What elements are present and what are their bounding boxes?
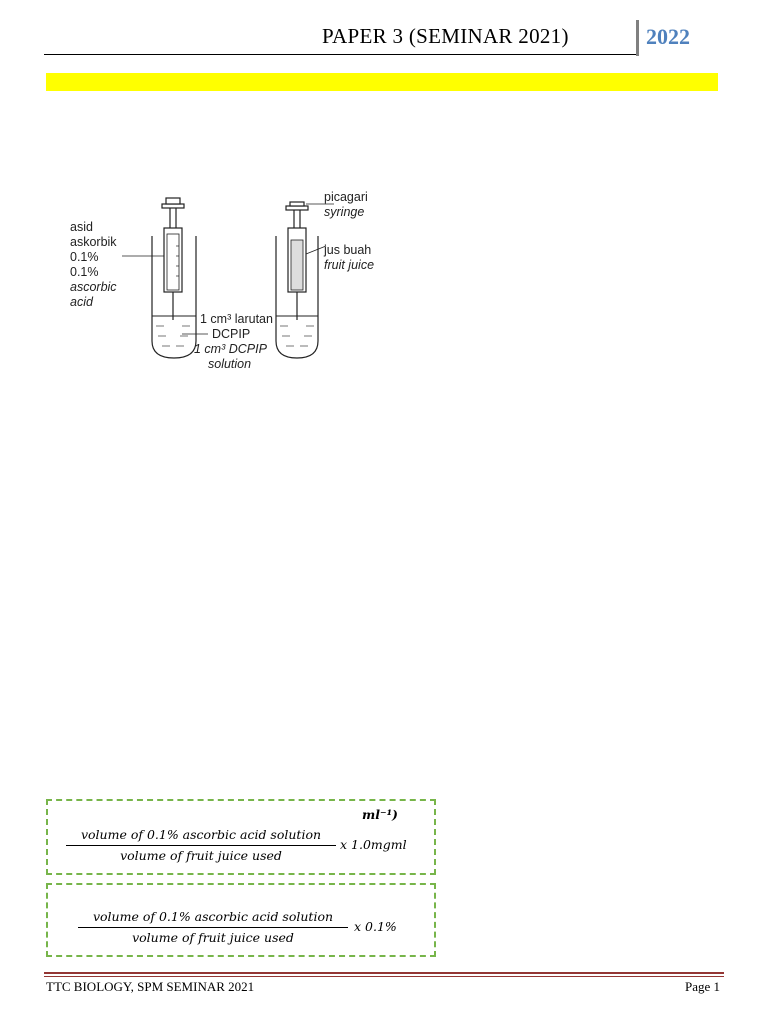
formula-multiplier: x 1.0mgml xyxy=(340,837,407,852)
fraction-bar xyxy=(66,845,336,846)
formula-denominator: volume of fruit juice used xyxy=(132,930,294,945)
formula-box-percentage xyxy=(46,883,436,957)
footer-rule-thin xyxy=(44,976,724,977)
label-acid: acid xyxy=(70,295,93,309)
footer-rule xyxy=(44,972,724,974)
header-divider xyxy=(636,20,639,56)
label-syringe: syringe xyxy=(324,205,365,219)
label-dcpip-volume-en: 1 cm³ DCPIP xyxy=(194,342,267,356)
label-solution: solution xyxy=(208,357,252,371)
formula-multiplier: x 0.1% xyxy=(354,919,397,934)
label-concentration-en: 0.1% xyxy=(70,265,99,279)
footer-title: TTC BIOLOGY, SPM SEMINAR 2021 xyxy=(46,979,255,994)
header-year: 2022 xyxy=(646,24,690,49)
header-rule xyxy=(44,54,636,55)
label-ascorbic: ascorbic xyxy=(70,280,117,294)
formula-fraction xyxy=(78,909,348,945)
label-asid: asid xyxy=(70,220,93,234)
label-jus-buah: jus buah xyxy=(324,243,372,257)
fraction-bar xyxy=(78,927,348,928)
left-test-tube xyxy=(152,236,196,358)
experiment-diagram xyxy=(66,186,396,386)
formula-unit: ml⁻¹) xyxy=(362,807,398,822)
page-number: Page 1 xyxy=(684,979,720,994)
page-header-title: PAPER 3 (SEMINAR 2021) xyxy=(322,24,569,48)
formula-denominator: volume of fruit juice used xyxy=(120,848,282,863)
label-askorbik: askorbik xyxy=(70,235,117,249)
formula-fraction xyxy=(66,827,336,863)
yellow-highlight-bar xyxy=(46,73,718,91)
label-concentration-ms: 0.1% xyxy=(70,250,99,264)
formula-box-concentration xyxy=(46,799,436,875)
formula-numerator: volume of 0.1% ascorbic acid solution xyxy=(80,827,322,842)
formula-numerator: volume of 0.1% ascorbic acid solution xyxy=(92,909,334,924)
label-dcpip: DCPIP xyxy=(212,327,251,341)
label-picagari: picagari xyxy=(324,190,368,204)
label-dcpip-volume-ms: 1 cm³ larutan xyxy=(200,312,273,326)
label-fruit-juice: fruit juice xyxy=(324,258,375,272)
